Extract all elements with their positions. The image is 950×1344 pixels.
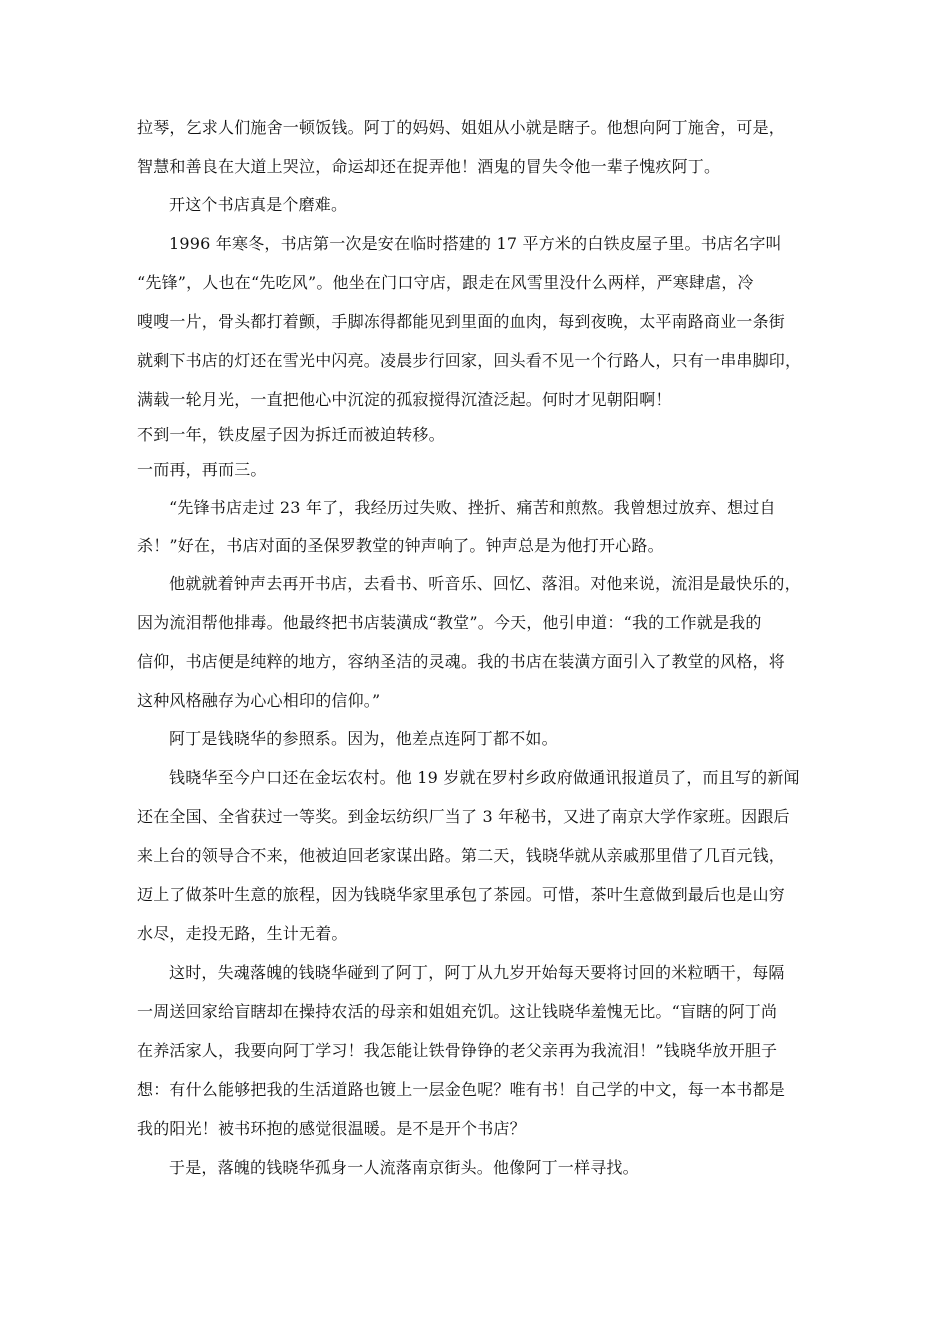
- text-line: 拉琴，乞求人们施舍一顿饭钱。阿丁的妈妈、姐姐从小就是瞎子。他想向阿丁施舍，可是，: [137, 118, 786, 137]
- text-line: “先锋书店走过 23 年了，我经历过失败、挫折、痛苦和煎熬。我曾想过放弃、想过自: [169, 498, 776, 517]
- text-line: “先锋”，人也在“先吃风”。他坐在门口守店，跟走在风雪里没什么两样，严寒肆虐，冷: [137, 273, 754, 292]
- text-line: 一周送回家给盲瞎却在操持农活的母亲和姐姐充饥。这让钱晓华羞愧无比。“盲瞎的阿丁尚: [137, 1002, 778, 1021]
- text-line: 还在全国、全省获过一等奖。到金坛纺织厂当了 3 年秘书，又进了南京大学作家班。因跟后: [137, 807, 790, 826]
- text-line: 因为流泪帮他排毒。他最终把书店装潢成“教堂”。今天，他引申道：“我的工作就是我的: [137, 613, 762, 632]
- text-line: 杀！”好在，书店对面的圣保罗教堂的钟声响了。钟声总是为他打开心路。: [137, 536, 664, 555]
- text-line: 迈上了做茶叶生意的旅程，因为钱晓华家里承包了茶园。可惜，茶叶生意做到最后也是山穷: [137, 885, 786, 904]
- text-line: 满载一轮月光，一直把他心中沉淀的孤寂搅得沉渣泛起。何时才见朝阳啊！: [137, 390, 672, 409]
- text-line: 这种风格融存为心心相印的信仰。”: [137, 691, 381, 710]
- text-line: 于是，落魄的钱晓华孤身一人流落南京街头。他像阿丁一样寻找。: [169, 1158, 639, 1177]
- body-text: [137, 118, 817, 1178]
- text-line: 嗖嗖一片，骨头都打着颤，手脚冻得都能见到里面的血肉，每到夜晚，太平南路商业一条街: [137, 312, 786, 331]
- text-line: 就剩下书店的灯还在雪光中闪亮。凌晨步行回家，回头看不见一个行路人，只有一串串脚印，: [137, 351, 802, 370]
- text-line: 1996 年寒冬，书店第一次是安在临时搭建的 17 平方米的白铁皮屋子里。书店名字叫: [169, 234, 782, 253]
- text-line: 水尽，走投无路，生计无着。: [137, 924, 348, 943]
- text-line: 一而再，再而三。: [137, 460, 267, 479]
- text-line: 这时，失魂落魄的钱晓华碰到了阿丁，阿丁从九岁开始每天要将讨回的米粒晒干，每隔: [169, 963, 785, 982]
- text-line: 来上台的领导合不来，他被迫回老家谋出路。第二天，钱晓华就从亲戚那里借了几百元钱，: [137, 846, 786, 865]
- text-line: 钱晓华至今户口还在金坛农村。他 19 岁就在罗村乡政府做通讯报道员了，而且写的新闻: [169, 768, 800, 787]
- text-line: 阿丁是钱晓华的参照系。因为，他差点连阿丁都不如。: [169, 729, 558, 748]
- text-line: 信仰，书店便是纯粹的地方，容纳圣洁的灵魂。我的书店在装潢方面引入了教堂的风格，将: [137, 652, 786, 671]
- text-line: 开这个书店真是个磨难。: [169, 195, 348, 214]
- text-line: 想：有什么能够把我的生活道路也镀上一层金色呢？唯有书！自己学的中文，每一本书都是: [137, 1080, 786, 1099]
- text-line: 我的阳光！被书环抱的感觉很温暖。是不是开个书店？: [137, 1119, 526, 1138]
- text-line: 在养活家人，我要向阿丁学习！我怎能让铁骨铮铮的老父亲再为我流泪！”钱晓华放开胆子: [137, 1041, 778, 1060]
- text-line: 他就就着钟声去再开书店，去看书、听音乐、回忆、落泪。对他来说，流泪是最快乐的，: [169, 574, 801, 593]
- text-line: 智慧和善良在大道上哭泣，命运却还在捉弄他！酒鬼的冒失令他一辈子愧疚阿丁。: [137, 157, 721, 176]
- text-line: 不到一年，铁皮屋子因为拆迁而被迫转移。: [137, 425, 445, 444]
